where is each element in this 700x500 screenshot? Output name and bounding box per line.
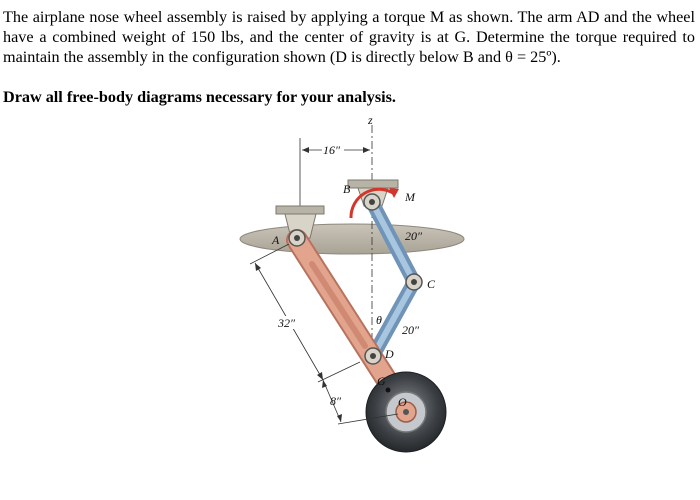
label-A: A	[272, 233, 280, 247]
dim-ad-arrow-top	[255, 263, 261, 271]
pin-B-center	[369, 199, 375, 205]
z-label: z	[368, 113, 373, 127]
dim-cd-label: 20″	[402, 323, 419, 337]
label-B: B	[343, 182, 351, 196]
dim-ad-label: 32″	[278, 316, 295, 330]
arm-ad-shade	[312, 264, 365, 346]
cg-G	[386, 388, 391, 393]
label-C: C	[427, 277, 436, 291]
dim-ad-arrow-bottom	[317, 372, 323, 380]
pin-D-center	[370, 353, 376, 359]
instruction-text: Draw all free-body diagrams necessary for your analysis.	[3, 88, 396, 106]
pin-A-center	[294, 235, 300, 241]
mount-A-plate	[276, 206, 324, 214]
dim-ad-ext-bottom	[318, 362, 360, 382]
label-G: G	[377, 374, 386, 388]
pin-C-center	[411, 279, 417, 285]
dim-dg-label: 8″	[330, 394, 341, 408]
theta-label: θ	[376, 313, 382, 327]
problem-text: The airplane nose wheel assembly is raised by applying a torque M as shown. The arm AD and the wheel have a combined weight of 150 lbs, and the center of gravity is at G. Determine the torque required to maintain the assembly in the configuration shown (D is directly below B and θ = 25º).	[3, 8, 695, 66]
dim-16-arrowhead-left	[302, 147, 309, 153]
label-O: O	[398, 395, 407, 409]
label-D: D	[385, 347, 394, 361]
dim-16-label: 16″	[323, 143, 340, 157]
label-M: M	[405, 190, 415, 204]
axle-O	[403, 409, 409, 415]
dim-16-arrowhead-right	[363, 147, 370, 153]
mount-B-plate	[348, 180, 398, 188]
dim-bc-label: 20″	[405, 229, 422, 243]
